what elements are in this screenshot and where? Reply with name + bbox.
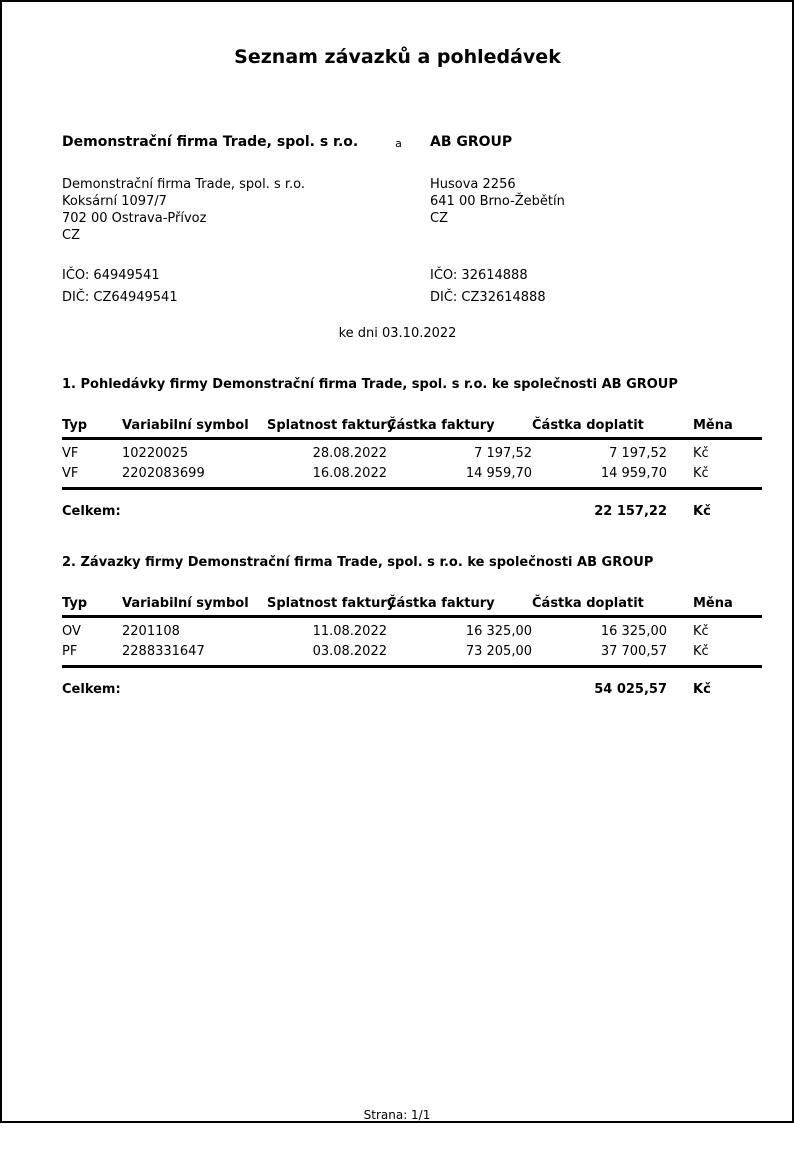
- right-company-name: AB GROUP: [430, 134, 513, 150]
- left-company-name: Demonstrační firma Trade, spol. s r.o.: [62, 134, 359, 150]
- table-cell: Kč: [667, 463, 762, 489]
- column-header: Měna: [667, 418, 762, 439]
- table-cell: 14 959,70: [532, 463, 667, 489]
- table-row: [62, 641, 762, 667]
- table-cell: 28.08.2022: [312, 446, 387, 461]
- liabilities-heading: 2. Závazky firmy Demonstrační firma Trade, spol. s r.o. ke společnosti AB GROUP: [62, 555, 654, 570]
- table-cell: 7 197,52: [609, 446, 667, 461]
- table-cell: VF: [62, 463, 122, 489]
- column-header: Variabilní symbol: [122, 596, 267, 617]
- table-cell: 11.08.2022: [312, 624, 387, 639]
- column-header: Variabilní symbol: [122, 418, 267, 439]
- page-number: Strana: 1/1: [363, 1108, 431, 1122]
- liabilities-table: [62, 596, 762, 699]
- document-page: [2, 46, 792, 1165]
- table-cell: OV: [62, 624, 81, 639]
- table-cell: 03.08.2022: [267, 641, 387, 667]
- left-company-ico: IČO: 64949541: [62, 268, 160, 283]
- table-row: [62, 617, 762, 642]
- total-value: 22 157,22: [594, 504, 667, 519]
- total-label: Celkem:: [62, 682, 121, 697]
- receivables-table: [62, 418, 762, 521]
- table-cell: 73 205,00: [387, 641, 532, 667]
- column-header: Částka doplatit: [532, 596, 667, 617]
- right-company-dic: DIČ: CZ32614888: [430, 290, 546, 305]
- left-company-address: [62, 176, 367, 244]
- address-line: CZ: [430, 211, 448, 226]
- table-cell: Kč: [667, 641, 762, 667]
- table-cell: 16 325,00: [465, 624, 532, 639]
- table-header-row: [62, 418, 762, 439]
- ids-spacer: [367, 265, 430, 309]
- table-cell: 16 325,00: [600, 624, 667, 639]
- section-receivables: [62, 377, 733, 521]
- right-company-address: [430, 176, 733, 227]
- right-company-block: [430, 133, 733, 244]
- table-cell: 37 700,57: [532, 641, 667, 667]
- table-cell: 2202083699: [122, 463, 267, 489]
- left-company-block: [62, 133, 367, 244]
- total-currency: Kč: [693, 504, 711, 519]
- table-cell: VF: [62, 446, 79, 461]
- right-company-ico: IČO: 32614888: [430, 268, 528, 283]
- column-header: Měna: [667, 596, 762, 617]
- page-title: Seznam závazků a pohledávek: [234, 46, 561, 68]
- table-cell: 14 959,70: [387, 463, 532, 489]
- column-header: Typ: [62, 418, 122, 439]
- column-header: Částka doplatit: [532, 418, 667, 439]
- column-header: Splatnost faktury: [267, 418, 387, 439]
- total-row: [62, 667, 762, 700]
- address-line: Koksární 1097/7: [62, 194, 167, 209]
- column-header: Splatnost faktury: [267, 596, 387, 617]
- column-header: Částka faktury: [387, 418, 532, 439]
- total-row: [62, 489, 762, 522]
- conjunction-label: a: [395, 137, 402, 150]
- column-header: Částka faktury: [387, 596, 532, 617]
- parties-block: [62, 133, 733, 309]
- table-cell: 7 197,52: [474, 446, 532, 461]
- table-cell: 2201108: [122, 624, 180, 639]
- address-line: 702 00 Ostrava-Přívoz: [62, 211, 207, 226]
- section-liabilities: [62, 555, 733, 699]
- left-company-dic: DIČ: CZ64949541: [62, 290, 178, 305]
- table-cell: 2288331647: [122, 641, 267, 667]
- table-header-row: [62, 596, 762, 617]
- address-line: CZ: [62, 228, 80, 243]
- table-cell: Kč: [693, 624, 709, 639]
- address-line: Husova 2256: [430, 177, 516, 192]
- total-currency: Kč: [693, 682, 711, 697]
- as-of-date: ke dni 03.10.2022: [338, 326, 457, 341]
- table-cell: Kč: [693, 446, 709, 461]
- table-cell: 16.08.2022: [267, 463, 387, 489]
- total-value: 54 025,57: [594, 682, 667, 697]
- address-line: 641 00 Brno-Žebětín: [430, 194, 565, 209]
- left-company-ids: [62, 265, 367, 309]
- table-row: [62, 439, 762, 464]
- right-company-ids: [430, 265, 733, 309]
- table-cell: PF: [62, 641, 122, 667]
- total-label: Celkem:: [62, 504, 121, 519]
- address-line: Demonstrační firma Trade, spol. s r.o.: [62, 177, 306, 192]
- receivables-heading: 1. Pohledávky firmy Demonstrační firma Trade, spol. s r.o. ke společnosti AB GROUP: [62, 377, 678, 392]
- table-cell: 10220025: [122, 446, 189, 461]
- table-row: [62, 463, 762, 489]
- column-header: Typ: [62, 596, 122, 617]
